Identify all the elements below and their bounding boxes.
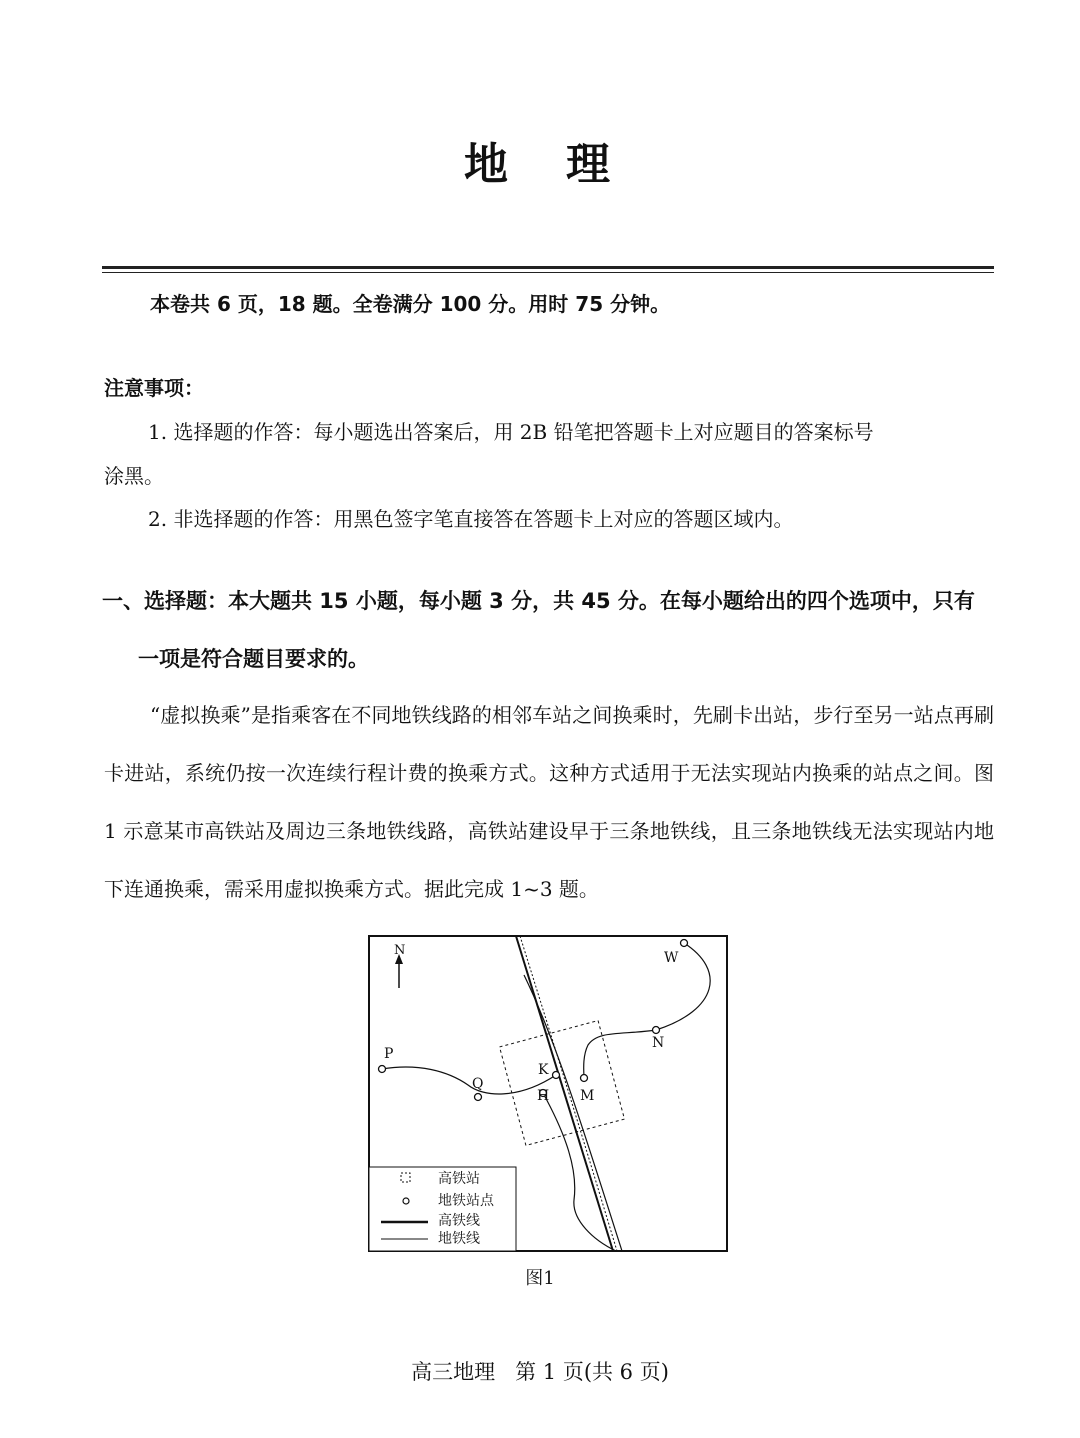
question-passage: “虚拟换乘”是指乘客在不同地铁线路的相邻车站之间换乘时，先刷卡出站，步行至另一站点再刷卡进站，系统仍按一次连续行程计费的换乘方式。这种方式适用于无法实现站内换乘的站点之间。图 1 示意某市高铁站及周边三条地铁线路，高铁站建设早于三条地铁线，且三条地铁线无法实现站内地下连通换乘，需采用虚拟换乘方式。据此完成 1~3 题。 [104, 703, 994, 901]
figure-1-map [368, 935, 730, 1259]
svg-text:N: N [652, 1035, 665, 1051]
notice-item-1-line-1: 1. 选择题的作答：每小题选出答案后，用 2B 铅笔把答题卡上对应题目的答案标号 [148, 420, 874, 444]
hsr-line-1 [516, 936, 613, 1251]
legend-metro-line-label: 地铁线 [438, 1231, 480, 1247]
title-char-1: 地 [464, 139, 514, 190]
metro-station-H [537, 1088, 549, 1104]
header-divider-thick [102, 266, 994, 269]
legend-hsr-line-label: 高铁线 [438, 1213, 480, 1229]
metro-station-P [379, 1046, 394, 1073]
north-label: N [394, 943, 406, 958]
svg-text:H: H [537, 1088, 550, 1104]
metro-line-w-m [584, 943, 710, 1078]
metro-station-Q [472, 1076, 483, 1101]
metro-line-p-k [382, 1067, 556, 1094]
figure-caption: 图1 [525, 1268, 555, 1289]
section-heading-line-2: 一项是符合题目要求的。 [138, 647, 369, 671]
svg-text:W: W [664, 950, 679, 966]
section-heading-line-1: 一、选择题：本大题共 15 小题，每小题 3 分，共 45 分。在每小题给出的四个选项中，只有 [102, 589, 975, 613]
svg-text:P: P [384, 1046, 394, 1062]
page-title [0, 128, 1080, 192]
legend-hsr-station-label: 高铁站 [438, 1171, 480, 1187]
legend-metro-station-symbol [403, 1198, 409, 1204]
notice-heading: 注意事项： [104, 376, 204, 400]
metro-station-M [580, 1075, 594, 1105]
notice-item-1-line-2: 涂黑。 [104, 464, 164, 488]
metro-station-W [664, 940, 688, 967]
svg-text:Q: Q [472, 1076, 484, 1092]
north-arrow [394, 943, 405, 988]
header-divider-thin [102, 272, 994, 273]
notice-item-2: 2. 非选择题的作答：用黑色签字笔直接答在答题卡上对应的答题区域内。 [148, 507, 794, 531]
page-footer: 高三地理 第 1 页(共 6 页) [411, 1360, 669, 1384]
hsr-line-2 [520, 936, 617, 1251]
exam-summary: 本卷共 6 页，18 题。全卷满分 100 分。用时 75 分钟。 [150, 292, 671, 316]
svg-text:K: K [538, 1062, 549, 1078]
legend-metro-station-label: 地铁站点 [438, 1193, 494, 1209]
metro-station-N [652, 1027, 664, 1052]
svg-text:M: M [580, 1088, 595, 1104]
title-char-2: 理 [566, 139, 616, 190]
metro-line-main [524, 975, 622, 1251]
map-legend [369, 1167, 516, 1251]
